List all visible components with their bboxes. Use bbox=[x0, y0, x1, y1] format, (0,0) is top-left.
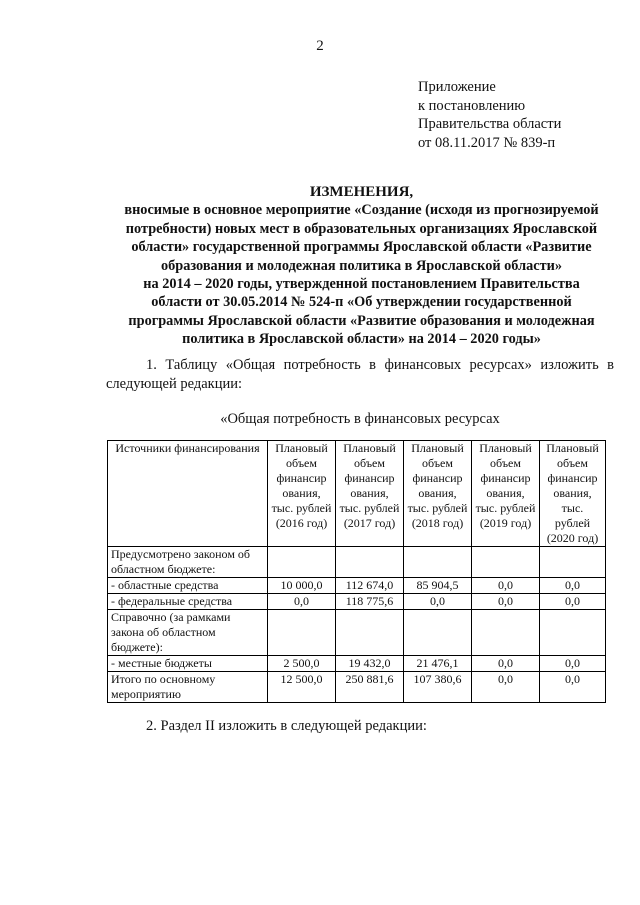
paragraph-2: 2. Раздел II изложить в следующей редакции: bbox=[146, 718, 427, 734]
table-header-row bbox=[108, 441, 606, 547]
appendix-line: к постановлению bbox=[418, 97, 526, 114]
appendix-line: Правительства области bbox=[418, 116, 562, 132]
page-number: 2 bbox=[316, 38, 324, 54]
table-row bbox=[108, 578, 606, 594]
table-cell: 118 775,6 bbox=[336, 594, 404, 610]
column-header-2020: Плановый объем финансир ования, тыс. рублей (2020 год) bbox=[540, 441, 606, 547]
table-row bbox=[108, 656, 606, 672]
table-cell: 0,0 bbox=[472, 594, 540, 610]
table-cell bbox=[540, 610, 606, 656]
heading-line: программы Ярославской области «Развитие образования и молодежная bbox=[128, 312, 595, 329]
table-cell: - областные средства bbox=[108, 578, 268, 594]
document-heading bbox=[104, 183, 619, 349]
column-header-source: Источники финансирования bbox=[108, 441, 268, 547]
table-cell bbox=[472, 610, 540, 656]
table-cell: 0,0 bbox=[472, 672, 540, 703]
table-cell: 0,0 bbox=[540, 578, 606, 594]
table-cell bbox=[540, 547, 606, 578]
table-cell: 0,0 bbox=[540, 594, 606, 610]
paragraph-1: 1. Таблицу «Общая потребность в финансовых ресурсах» изложить в следующей редакции: bbox=[106, 357, 614, 392]
table-caption: «Общая потребность в финансовых ресурсах bbox=[220, 411, 500, 427]
table-cell: - федеральные средства bbox=[108, 594, 268, 610]
heading-line: образования и молодежная политика в Ярославской области» bbox=[160, 257, 563, 274]
heading-line: политика в Ярославской области» на 2014 – 2020 годы» bbox=[182, 331, 541, 348]
table-cell: 0,0 bbox=[404, 594, 472, 610]
table-cell: 12 500,0 bbox=[268, 672, 336, 703]
table-cell: 10 000,0 bbox=[268, 578, 336, 594]
appendix-block bbox=[418, 78, 628, 152]
table-row bbox=[108, 610, 606, 656]
financing-table bbox=[107, 440, 606, 703]
table-cell: 0,0 bbox=[268, 594, 336, 610]
column-header-2016: Плановый объем финансир ования, тыс. рублей (2016 год) bbox=[268, 441, 336, 547]
table-cell: Итого по основному мероприятию bbox=[108, 672, 268, 703]
appendix-line: Приложение bbox=[418, 79, 496, 95]
table-row bbox=[108, 672, 606, 703]
table-cell bbox=[336, 610, 404, 656]
table-cell bbox=[268, 610, 336, 656]
table-cell: 0,0 bbox=[472, 656, 540, 672]
heading-line: потребности) новых мест в образовательных организациях Ярославской bbox=[125, 220, 598, 237]
table-cell: Справочно (за рамками закона об областном бюджете): bbox=[108, 610, 268, 656]
table-cell bbox=[268, 547, 336, 578]
heading-line: на 2014 – 2020 годы, утвержденной постановлением Правительства bbox=[143, 276, 580, 293]
table-cell: 112 674,0 bbox=[336, 578, 404, 594]
table-cell: 107 380,6 bbox=[404, 672, 472, 703]
column-header-2019: Плановый объем финансир ования, тыс. рублей (2019 год) bbox=[472, 441, 540, 547]
table-cell: - местные бюджеты bbox=[108, 656, 268, 672]
table-cell: 0,0 bbox=[540, 672, 606, 703]
heading-title: ИЗМЕНЕНИЯ, bbox=[309, 184, 414, 200]
table-cell: 0,0 bbox=[540, 656, 606, 672]
table-cell bbox=[404, 610, 472, 656]
column-header-2017: Плановый объем финансир ования, тыс. рублей (2017 год) bbox=[336, 441, 404, 547]
table-row bbox=[108, 594, 606, 610]
table-cell bbox=[336, 547, 404, 578]
table-cell: 250 881,6 bbox=[336, 672, 404, 703]
heading-line: вносимые в основное мероприятие «Создание (исходя из прогнозируемой bbox=[124, 202, 599, 219]
table-cell: 2 500,0 bbox=[268, 656, 336, 672]
appendix-line: от 08.11.2017 № 839-п bbox=[418, 134, 556, 151]
column-header-2018: Плановый объем финансир ования, тыс. рублей (2018 год) bbox=[404, 441, 472, 547]
table-cell: 21 476,1 bbox=[404, 656, 472, 672]
table-cell: 0,0 bbox=[472, 578, 540, 594]
heading-line: области» государственной программы Ярославской области «Развитие bbox=[131, 239, 592, 256]
table-cell: 85 904,5 bbox=[404, 578, 472, 594]
table-row bbox=[108, 547, 606, 578]
table-cell bbox=[472, 547, 540, 578]
table-cell bbox=[404, 547, 472, 578]
heading-line: области от 30.05.2014 № 524-п «Об утверждении государственной bbox=[151, 294, 572, 311]
table-cell: 19 432,0 bbox=[336, 656, 404, 672]
table-cell: Предусмотрено законом об областном бюджете: bbox=[108, 547, 268, 578]
